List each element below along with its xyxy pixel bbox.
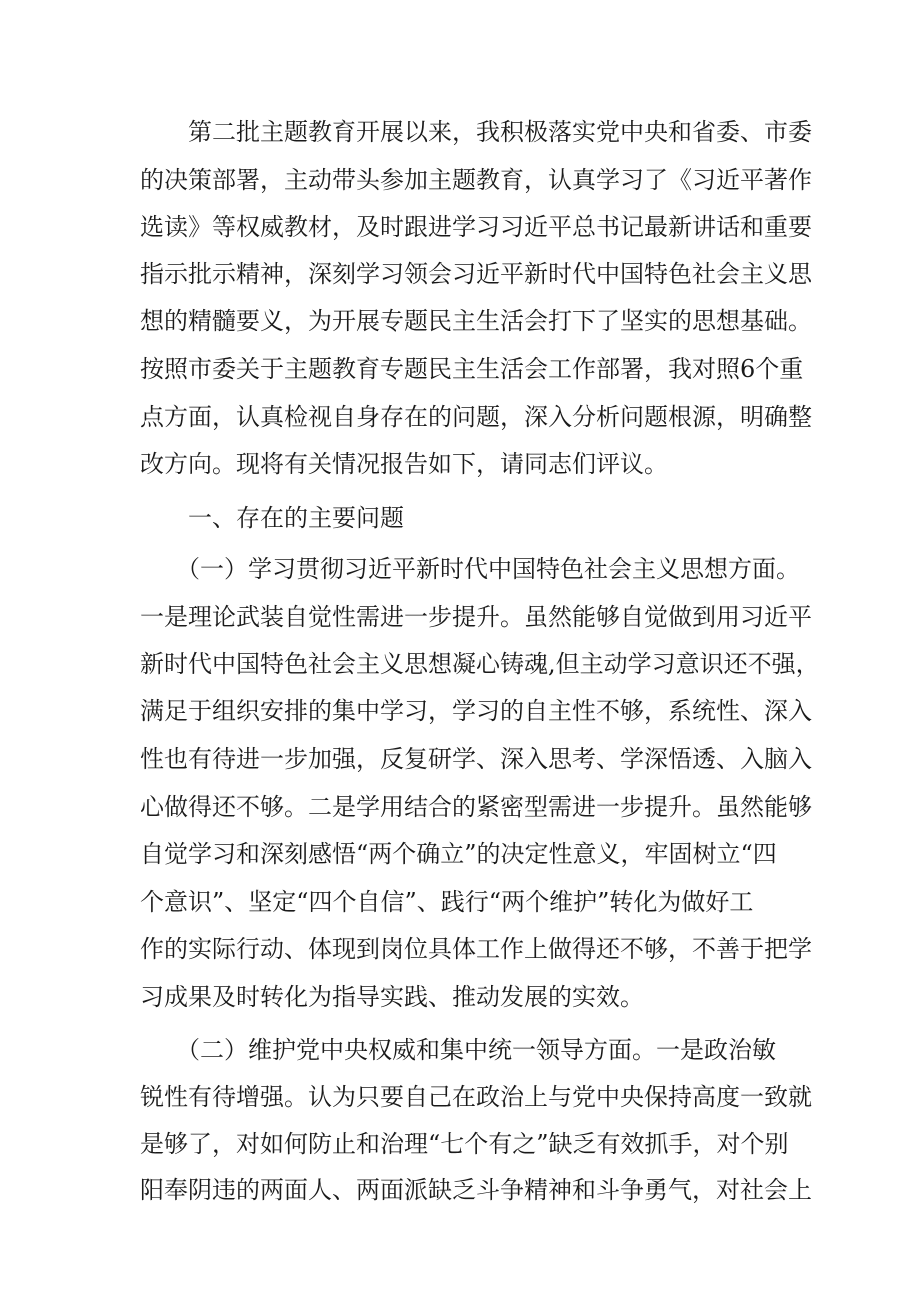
text-line: 满足于组织安排的集中学习，学习的自主性不够，系统性、深入 xyxy=(140,697,812,725)
text-line: 习成果及时转化为指导实践、推动发展的实效。 xyxy=(140,983,644,1011)
text-line: 第二批主题教育开展以来，我积极落实党中央和省委、市委 xyxy=(140,118,812,146)
section-heading: 一、存在的主要问题 xyxy=(140,504,404,532)
text-line: 性也有待进一步加强，反复研学、深入思考、学深悟透、入脑入 xyxy=(140,745,812,773)
text-line: 点方面，认真检视自身存在的问题，深入分析问题根源，明确整 xyxy=(140,403,812,431)
subsection-heading-line: （一）学习贯彻习近平新时代中国特色社会主义思想方面。 xyxy=(140,555,800,583)
text-line: 想的精髓要义，为开展专题民主生活会打下了坚实的思想基础。 xyxy=(140,307,812,335)
subsection-heading-line: （二）维护党中央权威和集中统一领导方面。一是政治敏 xyxy=(140,1036,776,1064)
text-line: 新时代中国特色社会主义思想凝心铸魂,但主动学习意识还不强， xyxy=(140,650,820,678)
text-line: 指示批示精神，深刻学习领会习近平新时代中国特色社会主义思 xyxy=(140,260,812,288)
text-line: 作的实际行动、体现到岗位具体工作上做得还不够，不善于把学 xyxy=(140,935,812,963)
text-line: 阳奉阴违的两面人、两面派缺乏斗争精神和斗争勇气，对社会上 xyxy=(140,1176,812,1204)
text-line: 的决策部署，主动带头参加主题教育，认真学习了《习近平著作 xyxy=(140,166,812,194)
text-line: 自觉学习和深刻感悟“两个确立”的决定性意义，牢固树立“四 xyxy=(140,840,777,868)
text-line: 锐性有待增强。认为只要自己在政治上与党中央保持高度一致就 xyxy=(140,1083,812,1111)
text-line: 改方向。现将有关情况报告如下，请同志们评议。 xyxy=(140,450,668,478)
text-line: 选读》等权威教材，及时跟进学习习近平总书记最新讲话和重要 xyxy=(140,213,812,241)
text-line: 心做得还不够。二是学用结合的紧密型需进一步提升。虽然能够 xyxy=(140,793,812,821)
text-line: 按照市委关于主题教育专题民主生活会工作部署，我对照6个重 xyxy=(140,355,804,383)
text-line: 个意识”、坚定“四个自信”、践行“两个维护”转化为做好工 xyxy=(140,888,754,916)
text-line: 是够了，对如何防止和治理“七个有之”缺乏有效抓手，对个别 xyxy=(140,1130,789,1158)
text-line: 一是理论武装自觉性需进一步提升。虽然能够自觉做到用习近平 xyxy=(140,603,812,631)
